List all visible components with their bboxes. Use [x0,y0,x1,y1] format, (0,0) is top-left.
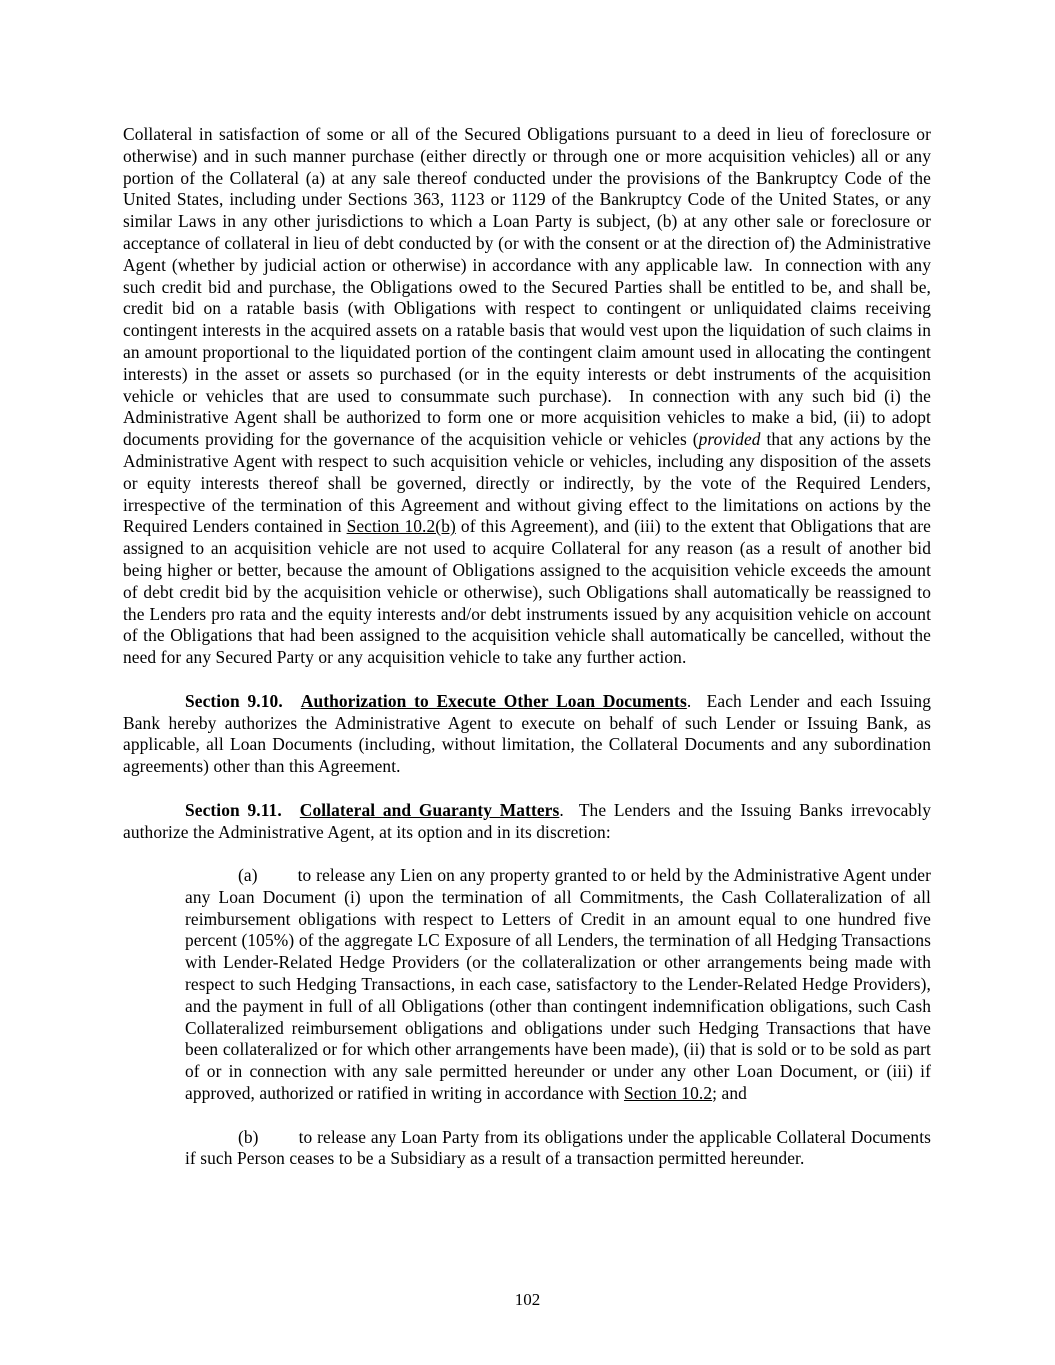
page-number: 102 [514,1290,541,1309]
section-9-11-paragraph [123,799,936,844]
cross-reference-section-10-2b: Section 10.2(b) [346,516,456,537]
body-text: . The Lenders and the Issuing Banks irrevocably authorize the Administrative Agent, at its option and in its discretion: [123,799,936,842]
clause-marker: (a) [238,865,258,886]
body-text: . Each Lender and each Issuing Bank hereby authorizes the Administrative Agent to execute on behalf of such Lender or Issuing Bank, as applicable, all Loan Documents (including, without limitation, the Collateral Documents and any subordination agreements) other than this Agreement. [123,690,936,777]
section-title: Authorization to Execute Other Loan Documents [300,690,687,711]
section-number: Section 9.10. [185,690,283,711]
section-number: Section 9.11. [185,799,282,820]
italic-term: provided [698,429,761,450]
clause-marker: (b) [238,1126,259,1147]
body-text: Collateral in satisfaction of some or all of the Secured Obligations pursuant to a deed in lieu of foreclosure or otherwise) and in such manner purchase (either directly or through one or more acquisition vehicles) all or any portion of the Collateral (a) at any sale thereof conducted under the provisions of the Bankruptcy Code of the United States, including under Sections 363, 1123 or 1129 of the Bankruptcy Code of the United States, or any similar Laws in any other jurisdictions to which a Loan Party is subject, (b) at any other sale or foreclosure or acceptance of collateral in lieu of debt conducted by (or with the consent or at the direction of) the Administrative Agent (whether by judicial action or otherwise) in accordance with any applicable law. In connection with any such credit bid and purchase, the Obligations owed to the Secured Parties shall be entitled to be, and shall be, credit bid on a ratable basis (with Obligations with respect to contingent or unliquidated claims receiving contingent interests in the acquired assets on a ratable basis that would vest upon the liquidation of such claims in an amount proportional to the liquidated portion of the contingent claim amount used in allocating the contingent interests) in the asset or assets so purchased (or in the equity interests or debt instruments of the acquisition vehicle or vehicles that are used to consummate such purchase). In connection with any such bid (i) the Administrative Agent shall be authorized to form one or more acquisition vehicles to make a bid, (ii) to adopt documents providing for the governance of the acquisition vehicle or vehicles ( [123,124,936,450]
page-body [123,124,936,1170]
body-text: ; and [712,1083,747,1104]
section-9-10-paragraph [123,690,936,778]
clause-b-paragraph [185,1126,936,1171]
body-text: to release any Loan Party from its obligations under the applicable Collateral Documents if such Person ceases to be a Subsidiary as a result of a transaction permitted hereunder. [185,1126,936,1169]
clause-a-paragraph [185,865,936,1105]
body-text: that any actions by the Administrative Agent with respect to such acquisition vehicle or vehicles, including any disposition of the assets or equity interests thereof shall be governed, directly or indirectly, by the vote of the Required Lenders, irrespective of the termination of this Agreement and without giving effect to the limitations on actions by the Required Lenders contained in [123,429,936,537]
section-title: Collateral and Guaranty Matters [299,799,560,820]
body-text: to release any Lien on any property granted to or held by the Administrative Agent under any Loan Document (i) upon the termination of all Commitments, the Cash Collateralization of all reimbursement obligations with respect to Letters of Credit in an amount equal to one hundred five percent (105%) of the aggregate LC Exposure of all Lenders, the termination of all Hedging Transactions with Lender-Related Hedge Providers (or the collateralization or other arrangements being made with respect to such Hedging Transactions, in each case, satisfactory to the Lender-Related Hedge Providers), and the payment in full of all Obligations (other than contingent indemnification obligations, such Cash Collateralized reimbursement obligations and obligations under such Hedging Transactions that have been collateralized or for which other arrangements have been made), (ii) that is sold or to be sold as part of or in connection with any sale permitted hereunder or under any other Loan Document, or (iii) if approved, authorized or ratified in writing in accordance with [185,865,936,1104]
body-text: of this Agreement), and (iii) to the extent that Obligations that are assigned to an acquisition vehicle are not used to acquire Collateral for any reason (as a result of another bid being higher or better, because the amount of Obligations assigned to the acquisition vehicle exceeds the amount of debt credit bid by the acquisition vehicle or otherwise), such Obligations shall automatically be reassigned to the Lenders pro rata and the equity interests and/or debt instruments issued by any acquisition vehicle on account of the Obligations that had been assigned to the acquisition vehicle shall automatically be cancelled, without the need for any Secured Party or any acquisition vehicle to take any further action. [123,516,936,668]
cross-reference-section-10-2: Section 10.2 [623,1083,713,1104]
paragraph-continuation [123,124,936,669]
